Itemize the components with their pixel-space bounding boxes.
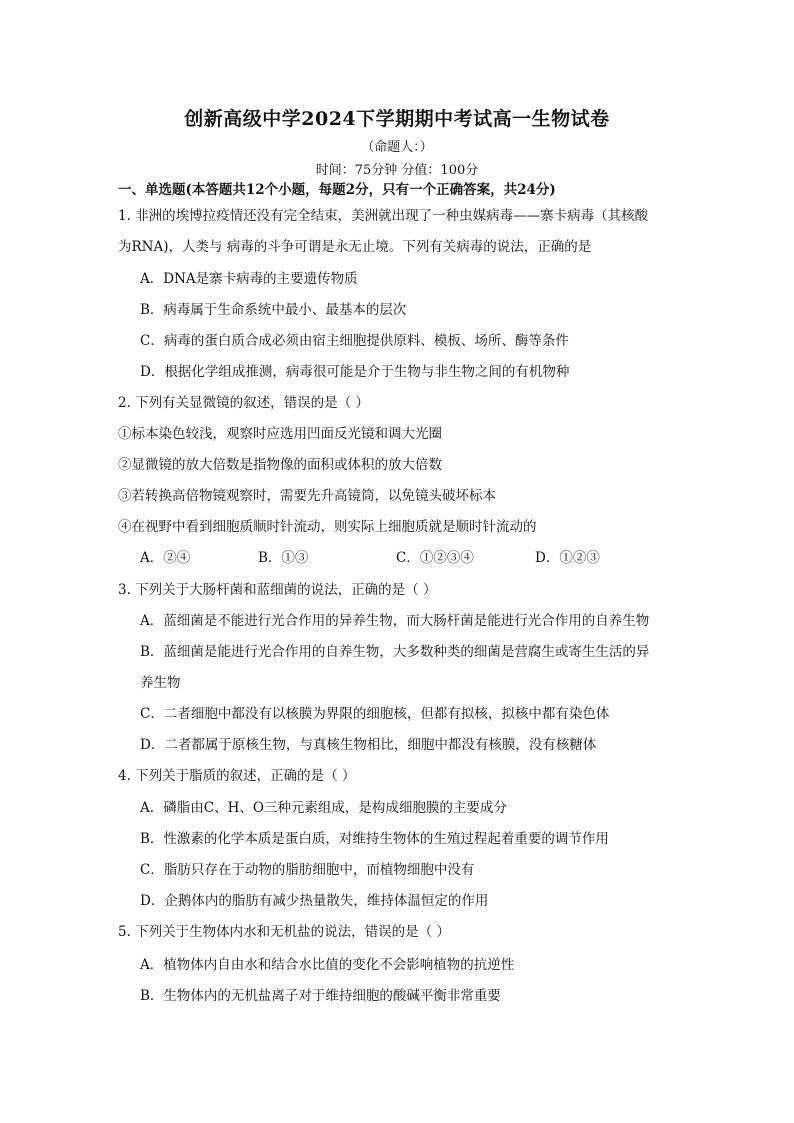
q1-option-c: C．病毒的蛋白质合成必须由宿主细胞提供原料、模板、场所、酶等条件 (140, 333, 569, 349)
q1-stem-line1: 1. 非洲的埃博拉疫情还没有完全结束，美洲就出现了一种虫媒病毒——寨卡病毒（其核酸 (118, 208, 649, 224)
q2-statement-1: ①标本染色较浅，观察时应选用凹面反光镜和调大光圈 (118, 426, 442, 442)
q3-option-b-line2: 养生物 (140, 675, 181, 691)
q2-option-c: C．①②③④ (396, 550, 474, 566)
q2-statement-2: ②显微镜的放大倍数是指物像的面积或体积的放大倍数 (118, 457, 442, 473)
exam-author: （命题人：） (361, 140, 433, 155)
q5-option-a: A．植物体内自由水和结合水比值的变化不会影响植物的抗逆性 (140, 957, 515, 973)
q3-option-c: C．二者细胞中都没有以核膜为界限的细胞核，但都有拟核，拟核中都有染色体 (140, 706, 610, 722)
q1-stem-line2: 为RNA)，人类与 病毒的斗争可谓是永无止境。下列有关病毒的说法，正确的是 (118, 239, 592, 255)
section-heading: 一、单选题(本答题共12个小题，每题2分，只有一个正确答案，共24分) (118, 182, 556, 198)
q4-option-b: B．性激素的化学本质是蛋白质，对维持生物体的生殖过程起着重要的调节作用 (140, 831, 609, 847)
exam-meta: 时间：75分钟 分值：100分 (315, 163, 479, 178)
q1-option-d: D．根据化学组成推测，病毒很可能是介于生物与非生物之间的有机物种 (140, 364, 570, 380)
q2-option-a: A．②④ (140, 550, 191, 566)
q2-option-b: B．①③ (258, 550, 309, 566)
q4-stem: 4. 下列关于脂质的叙述，正确的是（ ） (118, 768, 356, 784)
q3-stem: 3. 下列关于大肠杆菌和蓝细菌的说法，正确的是（ ） (118, 582, 437, 598)
q2-statement-3: ③若转换高倍物镜观察时，需要先升高镜筒，以免镜头破坏标本 (118, 488, 496, 504)
q4-option-c: C．脂肪只存在于动物的脂肪细胞中，而植物细胞中没有 (140, 862, 475, 878)
q3-option-a: A．蓝细菌是不能进行光合作用的异养生物，而大肠杆菌是能进行光合作用的自养生物 (140, 613, 650, 629)
q1-option-b: B．病毒属于生命系统中最小、最基本的层次 (140, 302, 407, 318)
q4-option-a: A．磷脂由C、H、O三种元素组成，是构成细胞膜的主要成分 (140, 800, 507, 816)
q5-option-b: B．生物体内的无机盐离子对于维持细胞的酸碱平衡非常重要 (140, 988, 501, 1004)
q2-statement-4: ④在视野中看到细胞质顺时针流动，则实际上细胞质就是顺时针流动的 (118, 519, 537, 535)
q4-option-d: D．企鹅体内的脂肪有减少热量散失，维持体温恒定的作用 (140, 893, 489, 909)
q2-option-d: D．①②③ (535, 550, 600, 566)
q3-option-d: D．二者都属于原核生物，与真核生物相比，细胞中都没有核膜，没有核糖体 (140, 737, 597, 753)
q2-stem: 2. 下列有关显微镜的叙述，错误的是（ ） (118, 395, 369, 411)
q1-option-a: A．DNA是寨卡病毒的主要遗传物质 (140, 271, 358, 287)
q5-stem: 5. 下列关于生物体内水和无机盐的说法，错误的是（ ） (118, 924, 450, 940)
exam-title: 创新高级中学2024下学期期中考试高一生物试卷 (184, 108, 610, 130)
q3-option-b-line1: B．蓝细菌是能进行光合作用的自养生物，大多数种类的细菌是营腐生或寄生生活的异 (140, 644, 650, 660)
